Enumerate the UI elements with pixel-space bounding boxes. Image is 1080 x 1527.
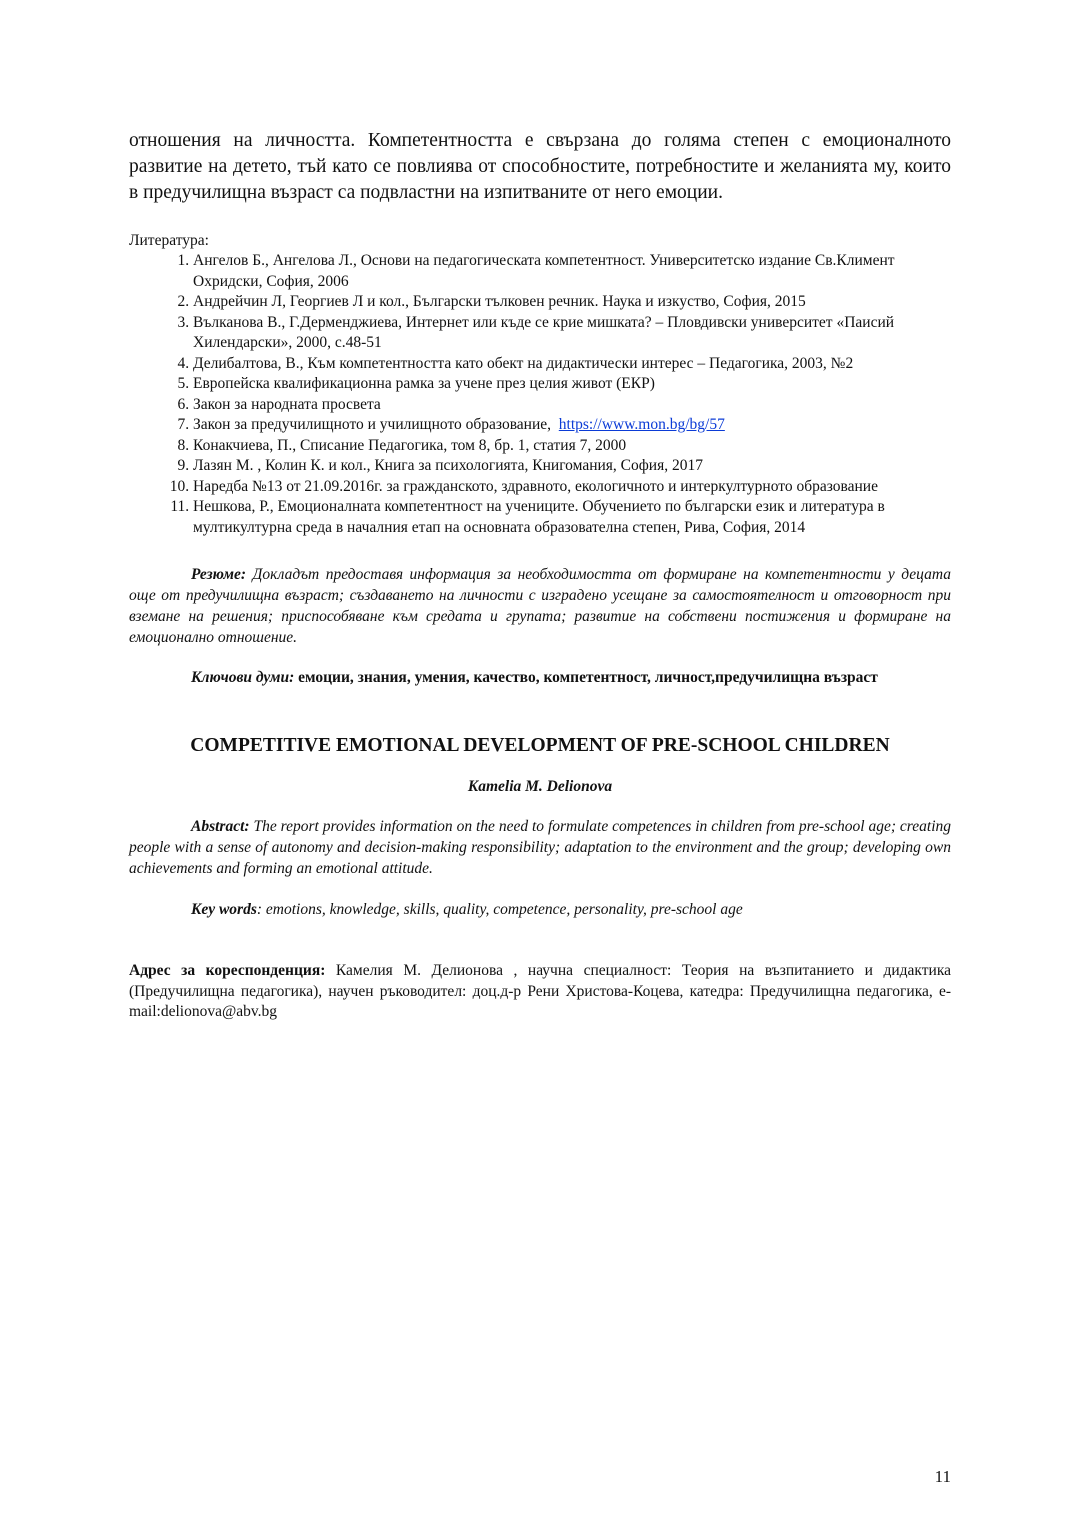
correspondence-address bbox=[129, 961, 951, 1023]
reference-link[interactable]: https://www.mon.bg/bg/57 bbox=[558, 416, 725, 433]
keywords-en-text: : emotions, knowledge, skills, quality, competence, personality, pre-school age bbox=[256, 901, 743, 918]
keywords-label: Ключови думи: bbox=[191, 669, 295, 686]
reference-item: 4. Делибалтова, В., Към компетентността като обект на дидактически интерес – Педагогика, 2003, №2 bbox=[193, 354, 951, 375]
author-name: Kamelia M. Delionova bbox=[467, 778, 613, 795]
abstract-text: The report provides information on the need to formulate competences in children from pre-school age; creating people with a sense of autonomy and decision-making responsibility; adaptation to the environment and the group; developing own achievements and forming an emotional attitude. bbox=[129, 818, 951, 877]
reference-item: 10. Наредба №13 от 21.09.2016г. за гражданското, здравното, екологичното и интеркултурното образование bbox=[193, 477, 951, 498]
reference-item: 8. Конакчиева, П., Списание Педагогика, том 8, бр. 1, статия 7, 2000 bbox=[193, 436, 951, 457]
summary-bg bbox=[129, 564, 951, 648]
references-title: Литература: bbox=[129, 232, 209, 249]
reference-item: 3. Вълканова В., Г.Дерменджиева, Интернет или къде се крие мишката? – Пловдивски университет «Паисий Хилендарски», 2000, с.48-51 bbox=[193, 313, 951, 354]
address-text: Камелия М. Делионова , научна специалност: Теория на възпитанието и дидактика (Предучилищна педагогика), научен ръководител: доц.д-р Рени Христова-Коцева, катедра: Предучилищна педагогика, e-mail:delionova@abv.bg bbox=[129, 962, 951, 1020]
reference-item: 7. Закон за предучилищното и училищното образование, https://www.mon.bg/bg/57 bbox=[193, 415, 951, 436]
keywords-en bbox=[129, 899, 951, 920]
references-list bbox=[129, 251, 951, 538]
summary-label: Резюме: bbox=[191, 566, 247, 583]
keywords-en-label: Key words bbox=[191, 901, 257, 918]
keywords-bg bbox=[129, 667, 951, 688]
address-label: Адрес за кореспонденция: bbox=[129, 962, 326, 979]
document-body bbox=[129, 128, 951, 1023]
reference-item: 6. Закон за народната просвета bbox=[193, 395, 951, 416]
english-title: COMPETITIVE EMOTIONAL DEVELOPMENT OF PRE-SCHOOL CHILDREN bbox=[190, 735, 890, 756]
summary-text: Докладът предоставя информация за необходимостта от формиране на компетентности у децата още от предучилищна възраст; създаването на личности с изградено усещане за самостоятелност и отговорност при вземане на решения; приспособяване към средата и групата; развитие на собствени постижения и формиране на емоционално отношение. bbox=[129, 566, 951, 646]
reference-item: 2. Андрейчин Л, Георгиев Л и кол., Български тълковен речник. Наука и изкуство, София, 2015 bbox=[193, 292, 951, 313]
reference-item: 11. Нешкова, Р., Емоционалната компетентност на учениците. Обучението по български език и литература в мултикултурна среда в началния етап на основната образователна степен, Рива, София, 2014 bbox=[193, 497, 951, 538]
abstract-en bbox=[129, 816, 951, 879]
reference-item: 1. Ангелов Б., Ангелова Л., Основи на педагогическата компетентност. Университетско издание Св.Климент Охридски, София, 2006 bbox=[193, 251, 951, 292]
intro-paragraph: отношения на личността. Компетентността е свързана до голяма степен с емоционалното развитие на детето, тъй като се повлиява от способностите, потребностите и желанията му, които в предучилищна възраст са подвластни на изпитваните от него емоции. bbox=[129, 130, 951, 203]
abstract-label: Abstract: bbox=[191, 818, 250, 835]
page-number: 11 bbox=[934, 1467, 951, 1486]
reference-item: 9. Лазян М. , Колин К. и кол., Книга за психологията, Книгомания, София, 2017 bbox=[193, 456, 951, 477]
keywords-text: емоции, знания, умения, качество, компетентност, личност,предучилищна възраст bbox=[298, 669, 878, 686]
reference-item: 5. Европейска квалификационна рамка за учене през целия живот (ЕКР) bbox=[193, 374, 951, 395]
